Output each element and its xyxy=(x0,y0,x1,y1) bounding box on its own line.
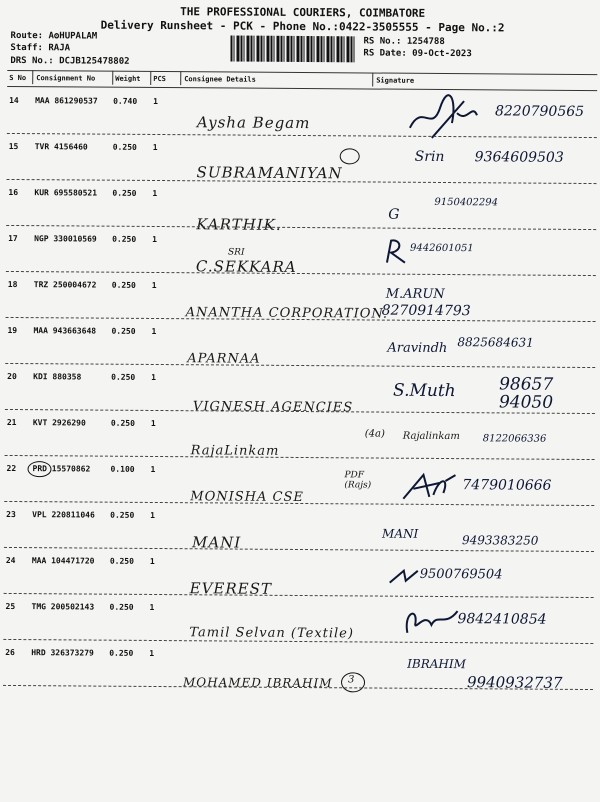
row-tag: (4a) xyxy=(364,428,385,440)
table-row xyxy=(6,272,596,322)
drs-label: DRS No.: DCJB125478802 xyxy=(10,55,130,67)
table-row xyxy=(4,548,594,598)
table-row xyxy=(7,134,597,184)
row-sno: 25 xyxy=(5,601,16,612)
row-weight: 0.250 xyxy=(109,602,134,612)
col-divider xyxy=(150,71,151,85)
row-pcs: 1 xyxy=(153,96,158,107)
stamp-circle xyxy=(340,148,360,164)
row-consignment: MAA 861290537 xyxy=(35,96,98,106)
row-sno: 26 xyxy=(5,647,15,658)
signature-scribble xyxy=(399,469,459,503)
row-phone: 9500769504 xyxy=(419,566,503,583)
row-weight: 0.250 xyxy=(111,326,136,336)
row-pcs: 1 xyxy=(150,510,156,520)
row-sno: 15 xyxy=(8,141,19,152)
row-phone: 8270914793 xyxy=(381,302,471,320)
row-consignee: SUBRAMANIYAN xyxy=(196,163,343,183)
row-consignment: HRD 326373279 xyxy=(31,648,94,658)
company-title: THE PROFESSIONAL COURIERS, COIMBATORE xyxy=(180,5,426,20)
row-pcs: 1 xyxy=(151,372,157,382)
row-weight: 0.250 xyxy=(109,648,134,658)
row-consignment: VPL 220811046 xyxy=(32,510,95,520)
row-sno: 16 xyxy=(8,187,19,198)
row-consignee: Tamil Selvan (Textile) xyxy=(189,625,355,642)
row-consignment: MAA 104471720 xyxy=(31,556,95,566)
row-consignment: TVR 4156460 xyxy=(34,142,88,152)
row-consignment: TRZ 250004672 xyxy=(33,280,97,290)
col-header-pcs: PCS xyxy=(153,74,166,84)
row-signature: Srin xyxy=(414,148,445,166)
col-header-weight: Weight xyxy=(115,74,141,83)
row-tag: PDF (Rajs) xyxy=(344,470,372,491)
row-pcs: 1 xyxy=(151,326,157,336)
row-signature: S.Muth xyxy=(392,380,456,402)
row-consignment: MAA 943663648 xyxy=(33,326,97,336)
col-header-consignee: Consignee Details xyxy=(184,75,256,84)
row-weight: 0.250 xyxy=(110,510,135,520)
row-sno: 17 xyxy=(8,233,18,244)
row-consignment: TMG 200502143 xyxy=(31,602,95,612)
table-row xyxy=(5,410,595,460)
row-phone: 9442601051 xyxy=(410,242,474,255)
rs-number: RS No.: 1254788 xyxy=(363,36,445,48)
row-phone: 9493383250 xyxy=(461,533,539,548)
table-row xyxy=(5,318,595,368)
row-pcs: 1 xyxy=(151,280,157,290)
col-divider xyxy=(32,70,33,84)
row-signature: Rajalinkam xyxy=(402,430,460,443)
row-pcs: 1 xyxy=(150,418,156,428)
row-signature: MANI xyxy=(382,526,419,541)
col-header-consignment: Consignment No xyxy=(36,74,96,83)
row-sno: 21 xyxy=(6,417,17,428)
row-consignee: MANI xyxy=(191,533,242,552)
row-signature: Aravindh xyxy=(387,340,448,357)
staff-label: Staff: RAJA xyxy=(10,42,71,54)
row-consignee: MONISHA CSE xyxy=(190,489,304,506)
row-phone: 8825684631 xyxy=(457,335,534,350)
table-row xyxy=(6,180,596,234)
row-sno: 18 xyxy=(7,279,18,290)
row-consignment: NGP 330010569 xyxy=(34,234,97,244)
row-phone: 9940932737 xyxy=(466,673,563,692)
row-consignee: RajaLinkam xyxy=(190,443,280,459)
table-row xyxy=(6,226,596,276)
table-row xyxy=(3,640,593,690)
row-phone: 98657 94050 xyxy=(498,374,554,413)
row-pcs: 1 xyxy=(149,648,155,658)
row-phone: 8122066336 xyxy=(482,433,547,445)
table-row xyxy=(7,88,597,138)
route-label: Route: AʘHUPALAM xyxy=(10,30,98,42)
row-consignee: APARNAA xyxy=(187,351,261,367)
row-weight: 0.250 xyxy=(112,142,137,152)
row-weight: 0.250 xyxy=(109,556,134,566)
col-divider xyxy=(180,71,181,85)
row-sno: 14 xyxy=(9,95,19,106)
consignee-prefix: SRI xyxy=(227,247,245,258)
table-row xyxy=(4,502,594,552)
barcode xyxy=(230,36,356,63)
row-pcs: 1 xyxy=(149,556,155,566)
table-row xyxy=(3,594,593,644)
row-consignee: VIGNESH AGENCIES xyxy=(192,399,354,416)
row-consignee: ANANTHA CORPORATION. xyxy=(185,305,389,322)
row-consignment: PRD 15570862 xyxy=(32,464,91,474)
col-divider xyxy=(112,71,113,85)
row-consignment: KDI 880358 xyxy=(33,372,82,382)
row-weight: 0.250 xyxy=(111,372,136,382)
row-tag: 3 xyxy=(348,674,355,686)
row-phone: 9842410854 xyxy=(457,611,547,628)
col-divider xyxy=(372,72,373,86)
rs-date: RS Date: 09-Oct-2023 xyxy=(363,48,472,60)
row-weight: 0.250 xyxy=(112,188,137,198)
row-weight: 0.250 xyxy=(111,280,136,290)
row-consignee: EVEREST xyxy=(189,579,273,598)
row-pcs: 1 xyxy=(149,602,155,612)
row-phone: 9364609503 xyxy=(474,149,564,166)
signature-scribble xyxy=(401,603,461,637)
row-signature: IBRAHIM xyxy=(407,656,466,672)
row-phone: 7479010666 xyxy=(462,477,552,494)
row-pcs: 1 xyxy=(150,464,156,474)
row-pcs: 1 xyxy=(152,234,157,244)
row-consignee: Aysha Begam xyxy=(196,113,311,133)
runsheet-subtitle: Delivery Runsheet - PCK - Phone No.:0422-3505555 - Page No.:2 xyxy=(100,18,505,35)
row-weight: 0.250 xyxy=(110,418,135,428)
row-pcs: 1 xyxy=(152,188,158,198)
header-top-rule xyxy=(7,70,597,75)
row-sno: 24 xyxy=(5,555,16,566)
row-weight: 0.100 xyxy=(110,464,135,474)
signature-scribble xyxy=(381,237,411,267)
row-sno: 20 xyxy=(7,371,17,382)
col-header-sno: S No xyxy=(9,73,27,83)
table-row xyxy=(5,364,595,414)
row-consignment: KVT 2926290 xyxy=(32,418,86,428)
row-sno: 19 xyxy=(7,325,18,336)
table-row xyxy=(4,456,594,506)
row-pcs: 1 xyxy=(152,142,158,152)
signature-scribble xyxy=(388,567,422,587)
row-signature: G xyxy=(388,206,400,223)
row-consignee: MOHAMED IBRAHIM xyxy=(182,675,333,691)
row-consignment: KUR 695580521 xyxy=(34,188,98,198)
col-header-signature: Signature xyxy=(376,76,415,85)
row-signature: M.ARUN xyxy=(385,286,445,303)
row-phone: 8220790565 xyxy=(494,103,585,120)
row-weight: 0.740 xyxy=(113,96,138,106)
row-sno: 22 xyxy=(6,463,17,474)
row-consignee: C.SEKKARA xyxy=(195,257,297,276)
row-weight: 0.250 xyxy=(112,234,137,244)
row-sno: 23 xyxy=(6,509,16,520)
row-phone: 9150402294 xyxy=(434,196,499,209)
row-consignee: KARTHIK. xyxy=(196,215,282,234)
